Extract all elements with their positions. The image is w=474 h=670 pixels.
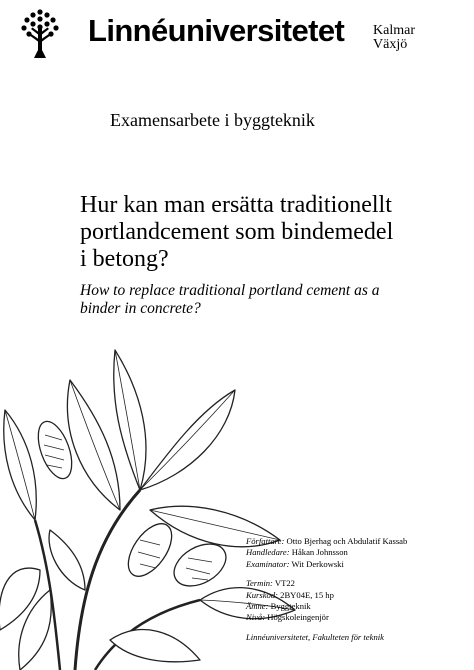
city-kalmar: Kalmar [373,23,415,38]
examiner-value: Wit Derkowski [291,558,344,569]
faculty-footer: Linnéuniversitetet, Fakulteten för teknik [246,631,384,642]
course-label: Kurskod: [246,589,278,600]
tree-logo-icon [20,8,60,60]
authors-label: Författare: [246,536,285,546]
brand-name: Linnéuniversitetet [88,13,345,48]
course-value: 2BY04E, 15 hp [280,589,334,600]
campus-cities [373,24,415,52]
thesis-subject: Examensarbete i byggteknik [110,110,315,130]
supervisor-label: Handledare: [246,547,290,558]
level-label: Nivå: [246,612,266,623]
subtitle-line: How to replace traditional portland cement as a [80,282,380,299]
subtitle-line: binder in concrete? [80,300,201,317]
examiner-label: Examinator: [246,558,290,569]
title-line: Hur kan man ersätta traditionellt [80,192,392,218]
term-value: VT22 [274,578,295,589]
title-line: portlandcement som bindemedel [80,219,394,245]
subject-label: Ämne: [246,600,269,611]
city-vaxjo: Växjö [373,37,408,52]
subject-value: Byggteknik [270,600,311,611]
supervisor-value: Håkan Johnsson [291,547,348,558]
term-label: Termin: [246,578,273,589]
thesis-title [80,192,460,273]
level-value: Högskoleingenjör [267,612,329,623]
thesis-subtitle [80,282,460,318]
authors-value: Otto Bjerhag och Abdulatif Kassab [286,536,408,546]
title-line: i betong? [80,246,169,272]
thesis-metadata [246,536,407,643]
